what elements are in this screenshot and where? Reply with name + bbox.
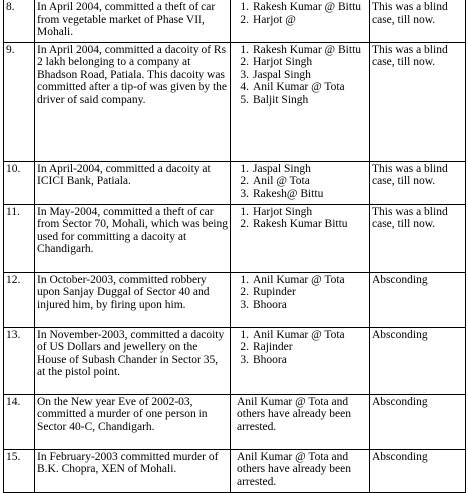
case-number: 10. [4, 161, 35, 204]
accused-item: 1. Rakesh Kumar @ Bittu [240, 43, 362, 56]
case-status: This was a blind case, till now. [370, 204, 466, 272]
accused-item: 2. Rupinder [240, 286, 296, 298]
accused-item: 4. Anil Kumar @ Tota [240, 81, 345, 93]
accused-item: 5. Baljit Singh [240, 93, 309, 106]
case-status: Absconding [370, 272, 466, 327]
accused-cell [231, 204, 370, 272]
case-description: In February-2003 committed murder of B.K. Chopra, XEN of Mohali. [35, 449, 231, 492]
accused-item: 1. Jaspal Singh [240, 162, 311, 175]
case-description: In April 2004, committed a dacoity of Rs 2 lakh belonging to a company at Bhadson Road, Patiala. This dacoity was committed after a tip-of was given by the driver of said company. [35, 42, 231, 161]
accused-list [233, 1, 367, 26]
table-row [4, 272, 466, 327]
accused-item: 3. Bhoora [240, 298, 287, 311]
table-row [4, 327, 466, 394]
case-status: This was a blind case, till now. [370, 42, 466, 161]
case-description: In May-2004, committed a theft of car from Sector 70, Mohali, which was being used for committing a dacoity at Chandigarh. [35, 204, 231, 272]
case-description: In November-2003, committed a dacoity of US Dollars and jewellery on the House of Subash Chander in Sector 35, at the pistol point. [35, 327, 231, 394]
case-number: 12. [4, 272, 35, 327]
accused-list [233, 44, 367, 107]
accused-item: 1. Harjot Singh [240, 205, 313, 218]
accused-item: 1. Anil Kumar @ Tota [240, 273, 345, 286]
accused-item: 1. Anil Kumar @ Tota [240, 328, 345, 341]
case-status: This was a blind case, till now. [370, 161, 466, 204]
accused-cell [231, 327, 370, 394]
accused-list [233, 206, 367, 231]
accused-item: 2. Rakesh Kumar Bittu [240, 218, 348, 230]
accused-cell [231, 394, 370, 449]
case-description: In April 2004, committed a theft of car from vegetable market of Phase VII, Mohali. [35, 0, 231, 42]
case-number: 14. [4, 394, 35, 449]
case-status: Absconding [370, 327, 466, 394]
accused-item: 3. Bhoora [240, 353, 287, 366]
table-row [4, 204, 466, 272]
case-status: This was a blind case, till now. [370, 0, 466, 42]
table-row [4, 161, 466, 204]
accused-list [233, 274, 367, 312]
accused-list [233, 163, 367, 201]
case-number: 9. [4, 42, 35, 161]
accused-item: 2. Rajinder [240, 341, 293, 353]
case-status: Absconding [370, 394, 466, 449]
case-number: 13. [4, 327, 35, 394]
table-row [4, 394, 466, 449]
case-status: Absconding [370, 449, 466, 492]
accused-item: 1. Rakesh Kumar @ Bittu [240, 1, 362, 13]
accused-item: 2. Harjot @ [240, 13, 296, 26]
case-description: On the New year Eve of 2002-03, committed a murder of one person in Sector 40-C, Chandigarh. [35, 394, 231, 449]
case-description: In April-2004, committed a dacoity at ICICI Bank, Patiala. [35, 161, 231, 204]
accused-cell [231, 449, 370, 492]
accused-item: 2. Harjot Singh [240, 56, 313, 68]
case-records-table [3, 0, 466, 493]
accused-item: 3. Rakesh@ Bittu [240, 187, 324, 200]
accused-item: 3. Jaspal Singh [240, 68, 311, 81]
table-row [4, 449, 466, 492]
accused-note: Anil Kumar @ Tota and others have already been arrested. [237, 395, 351, 433]
accused-item: 2. Anil @ Tota [240, 175, 310, 187]
table-row [4, 0, 466, 42]
case-description: In October-2003, committed robbery upon Sanjay Duggal of Sector 40 and injured him, by firing upon him. [35, 272, 231, 327]
accused-note: Anil Kumar @ Tota and others have already been arrested. [237, 450, 351, 488]
case-records-body [4, 0, 466, 492]
accused-cell [231, 42, 370, 161]
accused-list [233, 329, 367, 367]
case-number: 15. [4, 449, 35, 492]
accused-cell [231, 272, 370, 327]
table-row [4, 42, 466, 161]
case-number: 8. [4, 0, 35, 42]
case-number: 11. [4, 204, 35, 272]
accused-cell [231, 161, 370, 204]
accused-cell [231, 0, 370, 42]
